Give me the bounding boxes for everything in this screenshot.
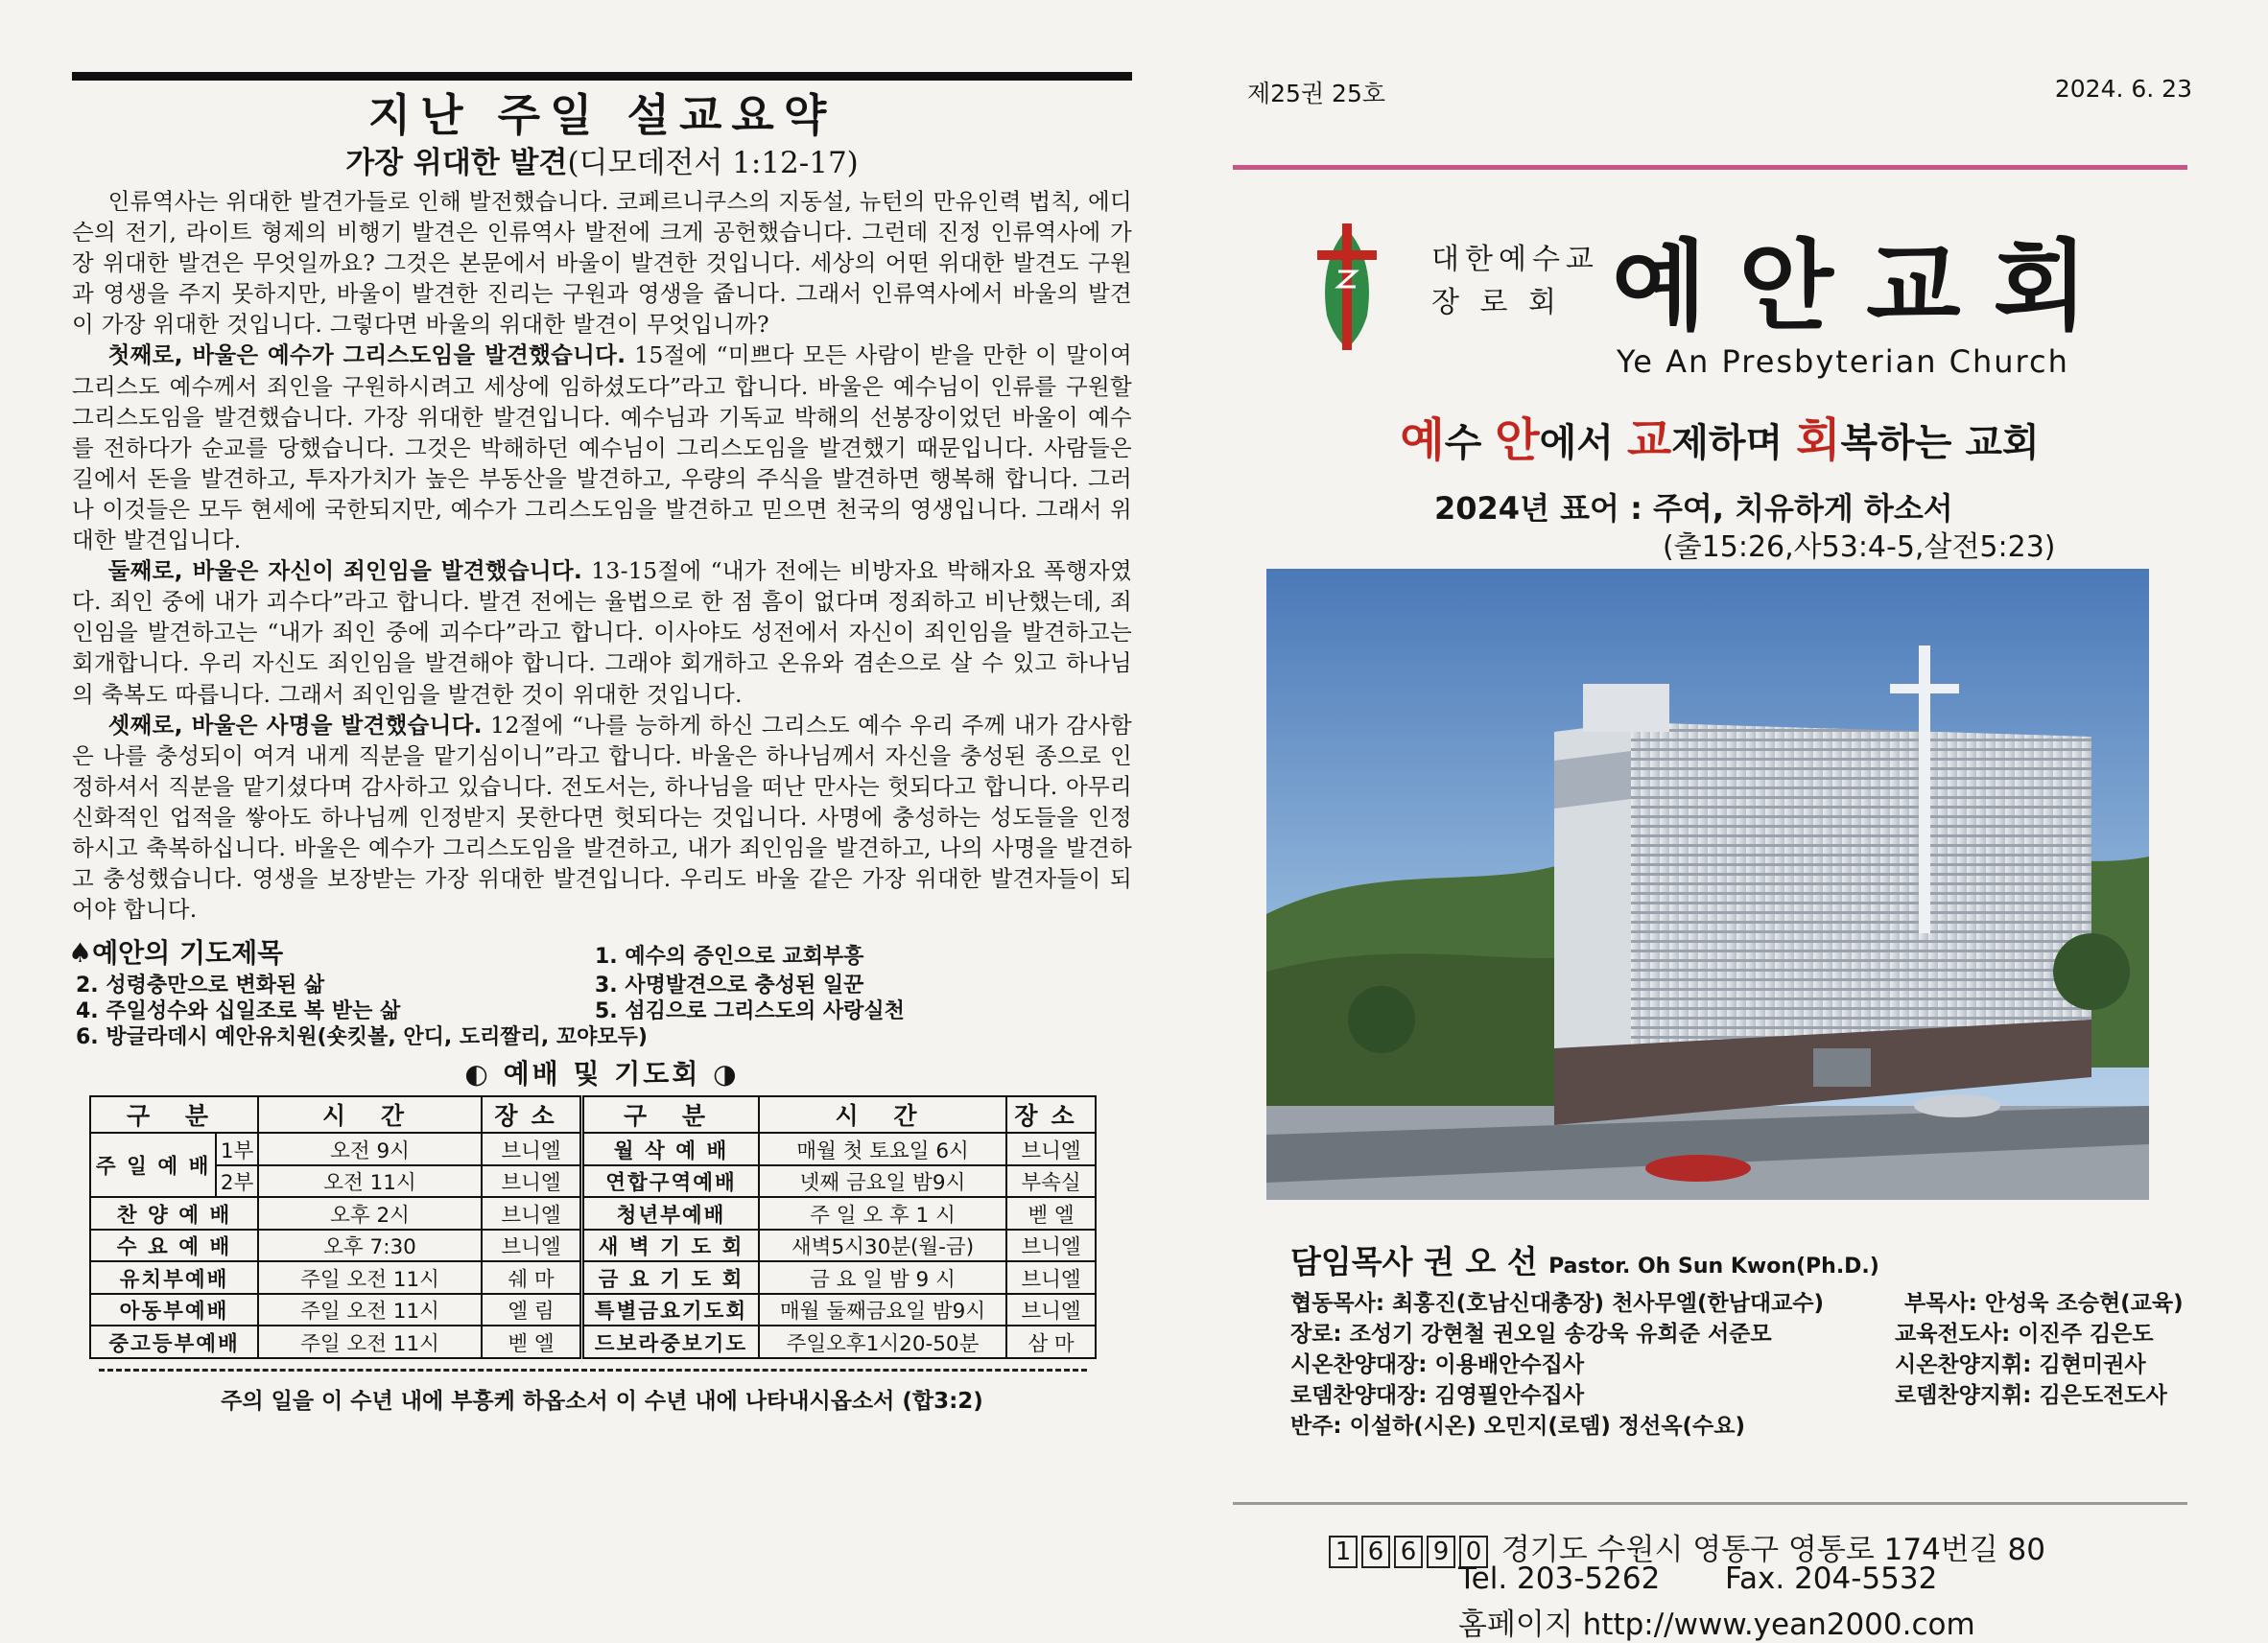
point-third-lead: 셋째로, 바울은 사명을 발견했습니다. xyxy=(107,711,483,739)
sermon-heading xyxy=(72,144,1132,182)
service-name: 수 요 예 배 xyxy=(90,1230,258,1262)
motto-text: 수 xyxy=(1444,421,1496,465)
senior-pastor xyxy=(1290,1237,1879,1282)
table-row xyxy=(90,1294,1096,1326)
service-time: 주일 오전 11시 xyxy=(258,1294,482,1326)
rodem-choir-conductor: 로뎀찬양지휘: 김은도전도사 xyxy=(1895,1383,2167,1408)
service-time: 넷째 금요일 밤9시 xyxy=(759,1165,1006,1198)
accompanists: 반주: 이설하(시온) 오민지(로뎀) 정선옥(수요) xyxy=(1290,1414,1745,1439)
service-place: 벧 엘 xyxy=(482,1326,582,1358)
service-place: 브니엘 xyxy=(482,1230,582,1262)
service-name: 주 일 예 배 xyxy=(90,1133,216,1197)
left-page xyxy=(68,72,1133,1578)
motto-text: 제하며 xyxy=(1671,421,1797,465)
prayer-item: 1. 예수의 증인으로 교회부흥 xyxy=(595,945,864,970)
service-place: 삼 마 xyxy=(1006,1326,1096,1358)
bible-verse: 주의 일을 이 수년 내에 부흥케 하옵소서 이 수년 내에 나타내시옵소서 (합3:2) xyxy=(221,1388,983,1414)
denomination-line: 대한예수교 xyxy=(1431,243,1599,276)
service-time: 주일 오전 11시 xyxy=(258,1261,482,1294)
associate-pastors: 부목사: 안성욱 조승현(교육) xyxy=(1904,1291,2184,1316)
phone: Tel. 203-5262 xyxy=(1458,1561,1661,1596)
service-place: 브니엘 xyxy=(1006,1133,1096,1165)
service-place: 브니엘 xyxy=(1006,1230,1096,1262)
fax: Fax. 204-5532 xyxy=(1725,1561,1938,1596)
column-header: 구 분 xyxy=(90,1096,258,1133)
prayer-item: 6. 방글라데시 예안유치원(숏킷볼, 안디, 도리짤리, 꼬야모두) xyxy=(76,1025,648,1050)
point-first-text: 15절에 “미쁘다 모든 사람이 받을 만한 이 말이여 그리스도 예수께서 죄인을 구원하시려고 세상에 임하셨도다”라고 합니다. 바울은 예수님이 인류를 구원할 그리스도임을 발견했습니다. 가장 위대한 발견입니다. 예수님과 기독교 박해의 선봉장이었던 바울이 예수를 전하다가 순교를 당했습니다. 그것은 박해하던 예수님이 그리스도임을 발견했기 때문입니다. 사람들은 길에서 돈을 발견하고, 투자가치가 높은 부동산을 발견하고, 우량의 주식을 발견하면 행복해 합니다. 그러나 이것들은 모두 현세에 국한되지만, 예수가 그리스도임을 발견하고 믿으면 천국의 영생입니다. 그래서 위대한 발견입니다. xyxy=(72,341,1132,554)
church-name: 예안교회 xyxy=(1612,229,2121,344)
zip-digit: 6 xyxy=(1361,1536,1390,1568)
year-motto: 2024년 표어 : 주여, 치유하게 하소서 xyxy=(1434,490,1953,527)
homepage-link[interactable]: 홈페이지 http://www.yean2000.com xyxy=(1458,1608,1975,1642)
gray-rule xyxy=(1233,1502,2187,1505)
pink-rule xyxy=(1233,165,2187,170)
cooperating-pastors: 협동목사: 최홍진(호남신대총장) 천사무엘(한남대교수) xyxy=(1290,1291,1825,1316)
service-time: 주 일 오 후 1 시 xyxy=(759,1197,1006,1230)
top-rule xyxy=(72,72,1132,81)
motto-highlight: 안 xyxy=(1495,413,1540,467)
pastor-name-english: Pastor. Oh Sun Kwon(Ph.D.) xyxy=(1548,1255,1879,1279)
service-place: 브니엘 xyxy=(482,1197,582,1230)
prayer-item: 5. 섬김으로 그리스도의 사랑실천 xyxy=(595,999,905,1024)
service-time: 매월 둘째금요일 밤9시 xyxy=(759,1294,1006,1326)
service-time: 오후 7:30 xyxy=(258,1230,482,1262)
worship-table xyxy=(89,1095,1097,1359)
zip-digit: 0 xyxy=(1459,1536,1488,1568)
point-second-lead: 둘째로, 바울은 자신이 죄인임을 발견했습니다. xyxy=(107,557,583,585)
table-header-row xyxy=(90,1096,1096,1133)
table-row xyxy=(90,1230,1096,1262)
service-name: 찬 양 예 배 xyxy=(90,1197,258,1230)
phone-fax xyxy=(1458,1561,1937,1596)
sermon-body xyxy=(72,186,1132,925)
prayer-item: 3. 사명발견으로 충성된 일꾼 xyxy=(595,974,864,998)
service-time: 매월 첫 토요일 6시 xyxy=(759,1133,1006,1165)
service-part: 1부 xyxy=(216,1133,258,1165)
table-row xyxy=(90,1197,1096,1230)
church-name-english: Ye An Presbyterian Church xyxy=(1617,343,2069,380)
motto-text: 에서 xyxy=(1539,421,1627,465)
service-place: 브니엘 xyxy=(482,1133,582,1165)
service-time: 주일 오전 11시 xyxy=(258,1326,482,1358)
table-row xyxy=(90,1165,1096,1198)
worship-title: ◐ 예배 및 기도회 ◑ xyxy=(464,1058,740,1091)
point-second-text: 13-15절에 “내가 전에는 비방자요 박해자요 폭행자였다. 죄인 중에 내가 괴수다”라고 합니다. 발견 전에는 율법으로 한 점 흠이 없다며 정죄하고 비난했는데, 죄인임을 발견하고는 “내가 죄인 중에 괴수다”라고 합니다. 이사야도 성전에서 자신이 죄인임을 발견하고는 회개합니다. 우리 자신도 죄인임을 발견해야 합니다. 그래야 회개하고 온유와 겸손으로 살 수 있고 하나님의 축복도 따릅니다. 그래서 죄인임을 발견한 것이 위대한 것입니다. xyxy=(72,557,1133,708)
pastor-name: 권 오 선 xyxy=(1424,1243,1538,1280)
elders: 장로: 조성기 강현철 권오일 송강욱 유희준 서준모 xyxy=(1290,1322,1772,1347)
service-part: 2부 xyxy=(216,1165,258,1198)
prayer-item: 2. 성령충만으로 변화된 삶 xyxy=(76,974,325,998)
point-third-text: 12절에 “나를 능하게 하신 그리스도 예수 우리 주께 내가 감사함은 나를 충성되이 여겨 내게 직분을 맡기심이니”라고 합니다. 바울은 하나님께서 자신을 충성된 종으로 인정하셔서 직분을 맡기셨다며 감사하고 있습니다. 전도서는, 하나님을 떠난 만사는 헛되다고 합니다. 아무리 신화적인 업적을 쌓아도 하나님께 인정받지 못한다면 헛되다는 것입니다. 사명에 충성하는 성도들을 인정하시고 축복하십니다. 바울은 예수가 그리스도임을 발견하고, 내가 죄인임을 발견하고, 나의 사명을 발견하고 충성했습니다. 영생을 보장받는 가장 위대한 발견입니다. 우리도 바울 같은 가장 위대한 발견자들이 되어야 합니다. xyxy=(72,711,1132,924)
bulletin-date: 2024. 6. 23 xyxy=(2054,75,2192,103)
service-name: 유치부예배 xyxy=(90,1261,258,1294)
zion-choir-conductor: 시온찬양지휘: 김현미권사 xyxy=(1895,1352,2146,1377)
zion-choir-leader: 시온찬양대장: 이용배안수집사 xyxy=(1290,1352,1585,1377)
column-header: 장소 xyxy=(1006,1096,1096,1133)
service-time: 오전 9시 xyxy=(258,1133,482,1165)
column-header: 시 간 xyxy=(258,1096,482,1133)
motto-highlight: 회 xyxy=(1796,413,1841,467)
year-motto-reference: (출15:26,사53:4-5,살전5:23) xyxy=(1663,530,2056,564)
service-place: 벧 엘 xyxy=(1006,1197,1096,1230)
zip-digit: 1 xyxy=(1329,1536,1358,1568)
prayer-item: 4. 주일성수와 십일조로 복 받는 삶 xyxy=(76,999,401,1024)
denomination-line: 장 로 회 xyxy=(1431,286,1563,319)
point-first-lead: 첫째로, 바울은 예수가 그리스도임을 발견했습니다. xyxy=(107,341,626,369)
rodem-choir-leader: 로뎀찬양대장: 김영필안수집사 xyxy=(1290,1383,1585,1408)
denomination xyxy=(1431,238,1599,324)
street-address: 경기도 수원시 영통구 영통로 174번길 80 xyxy=(1500,1533,2045,1567)
sermon-paragraph-first xyxy=(72,340,1132,555)
service-name: 금 요 기 도 회 xyxy=(582,1261,760,1294)
service-name: 아동부예배 xyxy=(90,1294,258,1326)
sermon-reference: (디모데전서 1:12-17) xyxy=(567,146,859,180)
column-header: 장소 xyxy=(482,1096,582,1133)
service-name: 새 벽 기 도 회 xyxy=(582,1230,760,1262)
zip-digit: 9 xyxy=(1427,1536,1455,1568)
service-time: 새벽5시30분(월-금) xyxy=(759,1230,1006,1262)
service-name: 연합구역예배 xyxy=(582,1165,760,1198)
church-motto xyxy=(1233,403,2207,469)
column-header: 시 간 xyxy=(759,1096,1006,1133)
church-building-photo xyxy=(1266,569,2149,1200)
prayer-title: ♠예안의 기도제목 xyxy=(68,937,284,970)
service-time: 오전 11시 xyxy=(258,1165,482,1198)
table-row xyxy=(90,1133,1096,1165)
service-time: 금 요 일 밤 9 시 xyxy=(759,1261,1006,1294)
dashed-divider xyxy=(99,1369,1087,1372)
service-place: 브니엘 xyxy=(1006,1294,1096,1326)
motto-highlight: 예 xyxy=(1400,413,1445,467)
sermon-paragraph-intro: 인류역사는 위대한 발견가들로 인해 발전했습니다. 코페르니쿠스의 지동설, 뉴턴의 만유인력 법칙, 에디슨의 전기, 라이트 형제의 비행기 발견은 인류역사 발전에 크게 공헌했습니다. 그런데 진정 인류역사에 가장 위대한 발견은 무엇일까요? 그것은 본문에서 바울이 발견한 것입니다. 세상의 어떤 위대한 발견도 구원과 영생을 주지 못하지만, 바울이 발견한 진리는 구원과 영생을 줍니다. 그래서 인류역사에서 바울의 발견이 가장 위대한 것입니다. 그렇다면 바울의 위대한 발견이 무엇입니까? xyxy=(72,188,1133,339)
table-row xyxy=(90,1326,1096,1358)
sermon-title: 가장 위대한 발견 xyxy=(345,146,568,180)
zip-digit: 6 xyxy=(1394,1536,1423,1568)
service-place: 엘 림 xyxy=(482,1294,582,1326)
service-name: 월 삭 예 배 xyxy=(582,1133,760,1165)
sermon-paragraph-third xyxy=(72,710,1132,926)
service-place: 브니엘 xyxy=(1006,1261,1096,1294)
service-place: 쉐 마 xyxy=(482,1261,582,1294)
service-place: 부속실 xyxy=(1006,1165,1096,1198)
right-page xyxy=(1233,67,2207,1642)
section-title: 지난 주일 설교요약 xyxy=(367,89,837,141)
service-time: 주일오후1시20-50분 xyxy=(759,1326,1006,1358)
service-place: 브니엘 xyxy=(482,1165,582,1198)
bulletin-volume: 제25권 25호 xyxy=(1247,80,1386,107)
table-row xyxy=(90,1261,1096,1294)
motto-text: 복하는 교회 xyxy=(1840,421,2040,465)
cross-logo-icon xyxy=(1317,223,1377,350)
column-header: 구 분 xyxy=(582,1096,760,1133)
service-name: 특별금요기도회 xyxy=(582,1294,760,1326)
service-name: 중고등부예배 xyxy=(90,1326,258,1358)
prayer-topics xyxy=(68,932,1132,1050)
service-name: 드보라중보기도 xyxy=(582,1326,760,1358)
service-name: 청년부예배 xyxy=(582,1197,760,1230)
motto-highlight: 교 xyxy=(1626,413,1672,467)
sermon-paragraph-second xyxy=(72,555,1132,709)
education-evangelists: 교육전도사: 이진주 김은도 xyxy=(1895,1322,2154,1347)
service-time: 오후 2시 xyxy=(258,1197,482,1230)
pastor-label: 담임목사 xyxy=(1290,1243,1413,1280)
